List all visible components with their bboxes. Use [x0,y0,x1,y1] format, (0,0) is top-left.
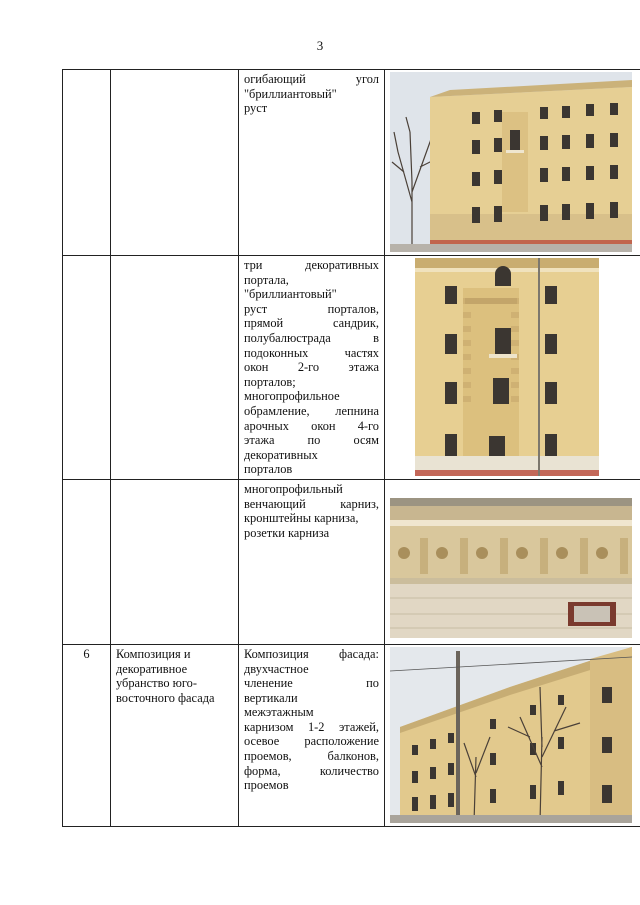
description-line: проемов [244,778,289,793]
description-line: три декоративных [244,258,379,272]
description-line: этажа по осям [244,433,379,448]
photo-cell [385,70,640,256]
table-row [63,644,640,826]
description-line: окон 2-го этажа [244,360,379,375]
description-line: форма, количество [244,763,379,778]
description-line: "бриллиантовый" [244,287,337,302]
description-cell [239,479,385,644]
photo-cell [385,644,640,826]
description-line: многопрофильный [244,481,343,496]
description-line: проемов, балконов, [244,749,379,764]
table-row [63,479,640,644]
row-number-cell [63,479,111,644]
description-cell [239,644,385,826]
description-line: порталов [244,462,293,477]
description-line: многопрофильное [244,389,340,404]
description-line: членение по [244,676,379,691]
description-line: огибающий угол [244,72,379,86]
description-line: порталов; [244,374,296,389]
page-number: 3 [316,38,324,53]
description-line: Композиция фасада: [244,646,379,661]
photo-cell [385,479,640,644]
table-row [63,70,640,256]
facade-description-table [62,69,640,827]
element-name-line: декоративное [116,661,188,676]
description-line: "бриллиантовый" [244,86,337,101]
table-row [63,256,640,480]
description-line: руст [244,101,268,116]
photo-cell [385,256,640,480]
description-line: кронштейны карниза, [244,511,359,526]
element-name-line: убранство юго- [116,676,197,691]
description-line: осевое расположение [244,734,379,749]
description-line: арочных окон 4-го [244,418,379,433]
description-line: прямой сандрик, [244,316,379,331]
row-number-cell [63,256,111,480]
description-line: портала, [244,272,289,287]
description-line: полубалюстрада в [244,330,379,345]
description-line: карнизом 1-2 этажей, [244,719,379,734]
row-number-cell [63,70,111,256]
corner-building-facade-photo [390,72,640,252]
element-name-cell [111,644,239,826]
description-cell [239,256,385,480]
description-line: вертикали [244,690,298,705]
element-name-cell [111,479,239,644]
description-line: обрамление, лепнина [244,403,379,418]
element-name-line: восточного фасада [116,690,215,705]
description-line: руст порталов, [244,301,379,316]
element-name-line: Композиция и [116,646,191,661]
element-name-cell [111,256,239,480]
description-line: венчающий карниз, [244,496,379,511]
southeast-facade-photo [390,647,640,823]
cornice-detail-photo [390,498,640,638]
element-name-cell [111,70,239,256]
description-line: межэтажным [244,705,314,720]
portal-facade-photo [415,258,640,476]
description-line: розетки карниза [244,525,330,540]
description-line: подоконных частях [244,345,379,360]
row-number-cell: 6 [63,644,111,826]
description-cell [239,70,385,256]
description-line: двухчастное [244,661,309,676]
description-line: декоративных [244,447,318,462]
